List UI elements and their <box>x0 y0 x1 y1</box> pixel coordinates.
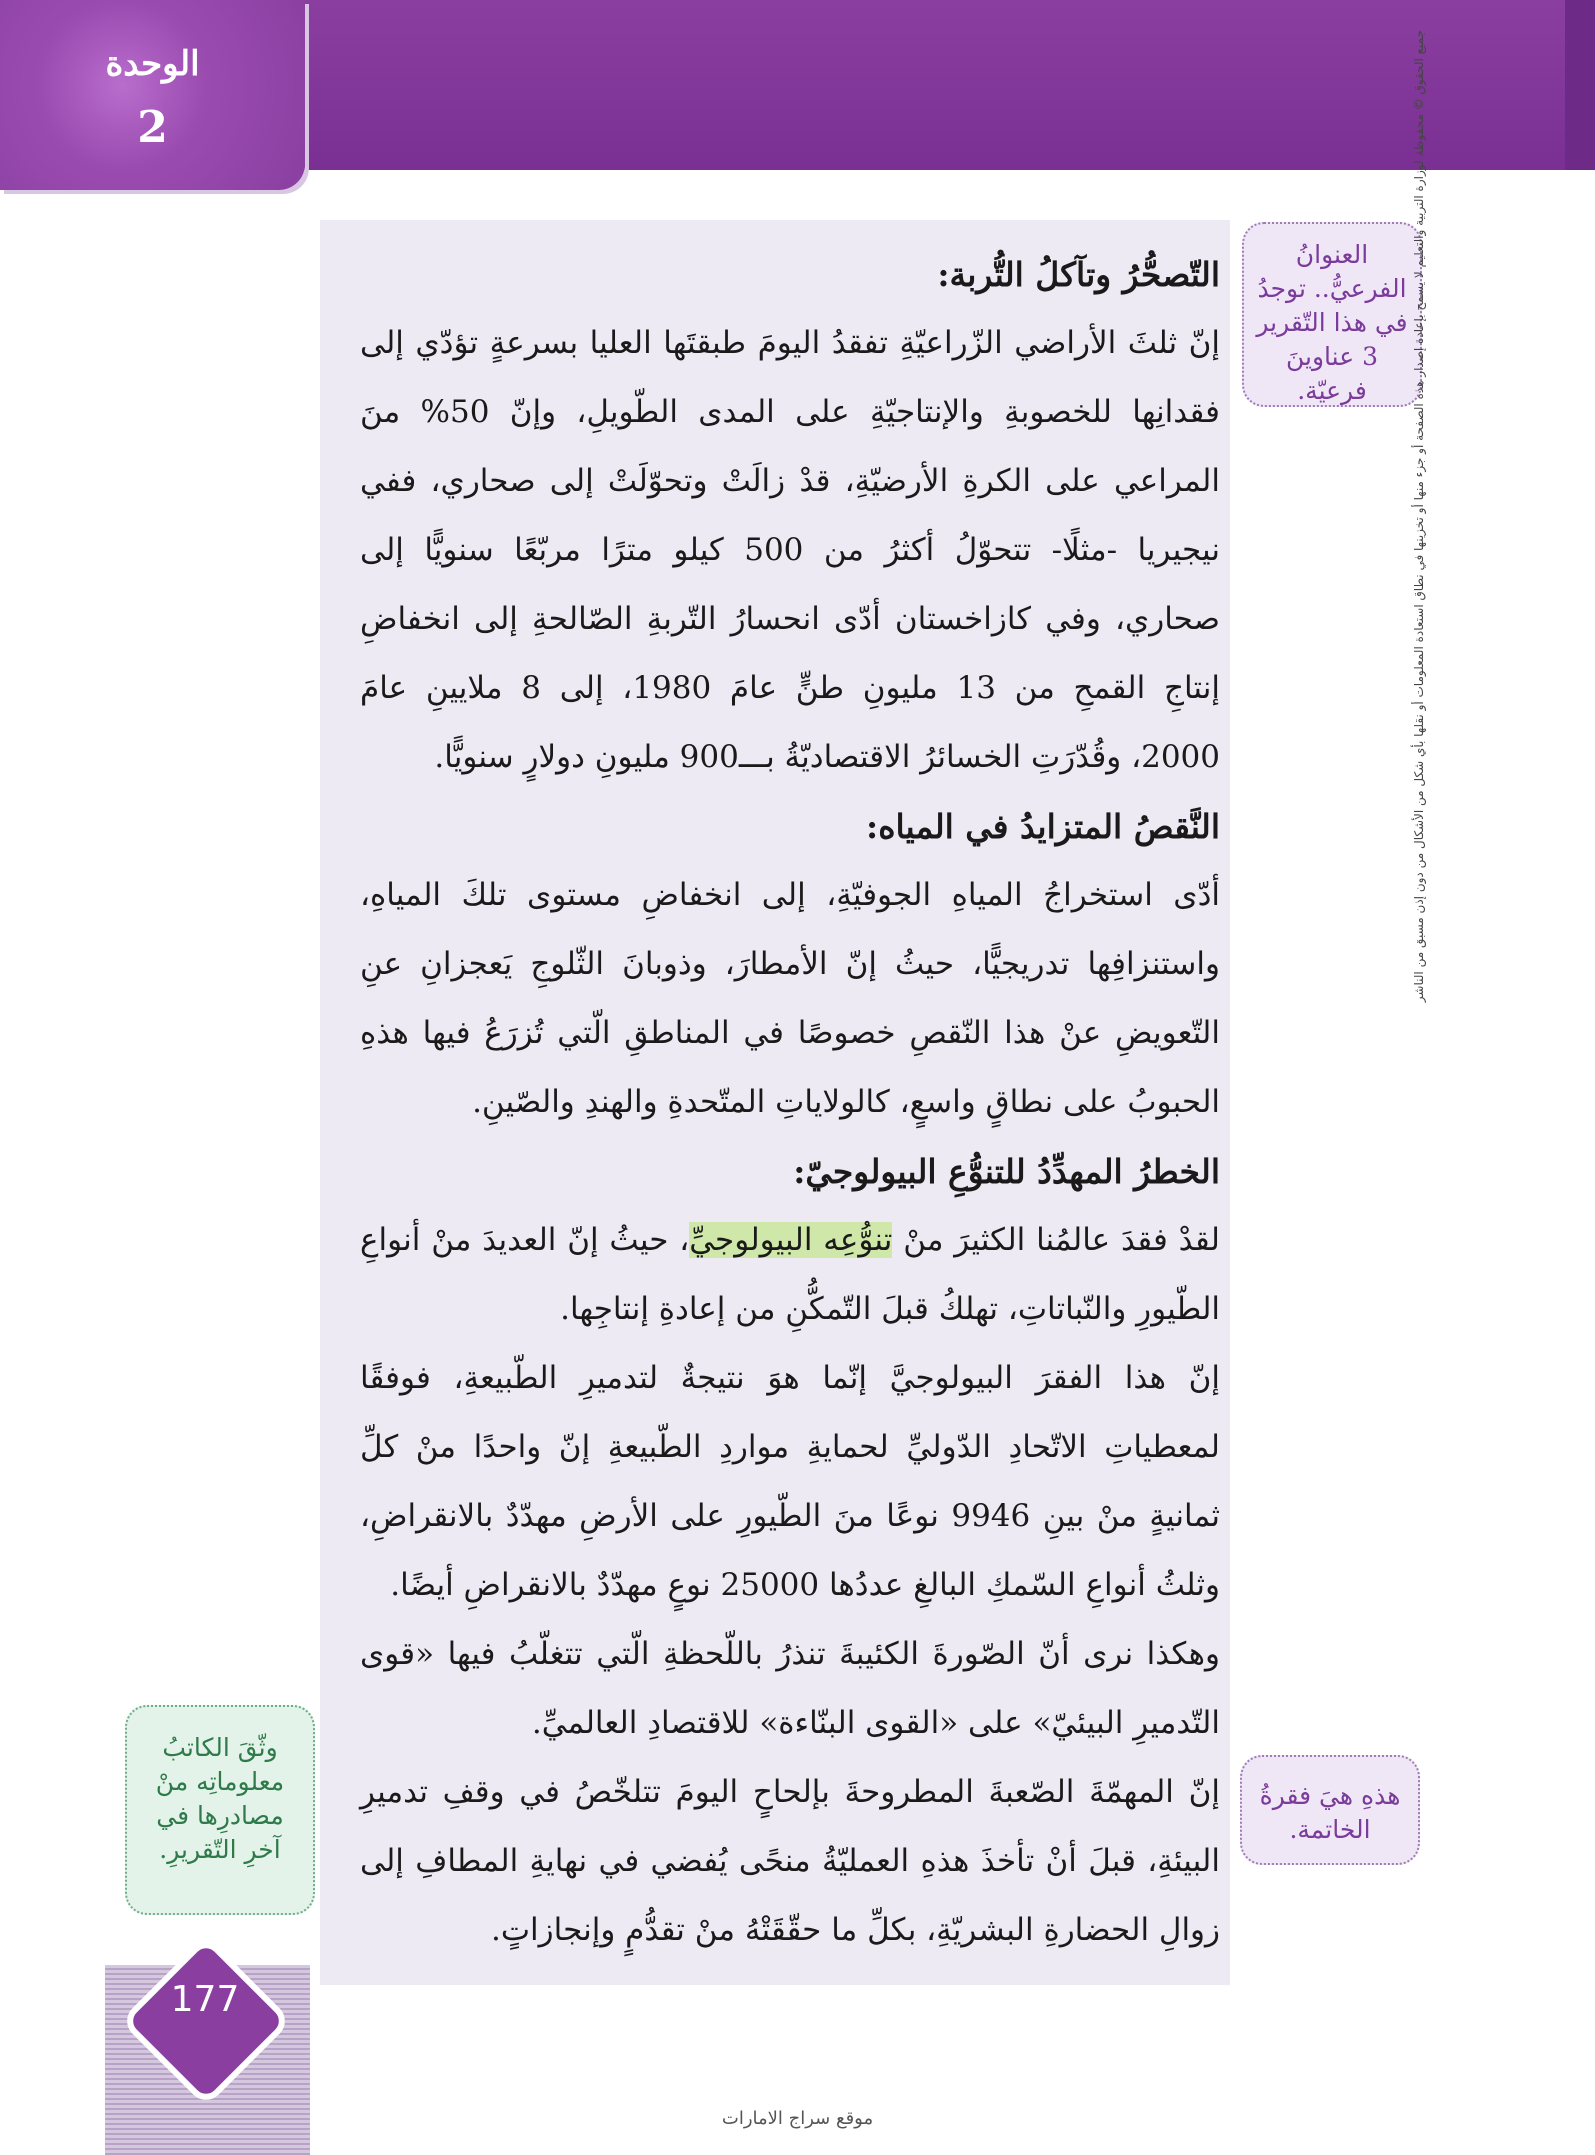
bio1-text-before: لقدْ فقدَ عالمُنا الكثيرَ منْ <box>892 1222 1220 1258</box>
paragraph-water-shortage: أدّى استخراجُ المياهِ الجوفيّةِ، إلى انخفاضِ مستوى تلكَ المياهِ، واستنزافِها تدريجيًّا، حيثُ إنّ الأمطارَ، وذوبانَ الثّلوجِ يَعجزانِ عنِ التّعويضِ عنْ هذا النّقصِ خصوصًا في المناطقِ الّتي تُزرَعُ فيها هذهِ الحبوبُ على نطاقٍ واسعٍ، كالولاياتِ المتّحدةِ والهندِ والصّينِ. <box>360 877 1220 1120</box>
report-content <box>360 240 1220 1965</box>
page-diamond <box>120 1935 293 2108</box>
note-subheadings: العنوانُ الفرعيُّ.. توجدُ في هذا التّقرير 3 عناوينَ فرعيّة. <box>1242 222 1422 407</box>
unit-label: الوحدة <box>105 44 200 84</box>
top-banner <box>300 0 1595 170</box>
footer-site-name: موقع سراج الامارات <box>721 2108 874 2129</box>
heading-desertification: التّصحُّرُ وتآكلُ التُّربة: <box>937 255 1220 294</box>
heading-water-shortage: النَّقصُ المتزايدُ في المياه: <box>866 807 1220 846</box>
bio1-text-after: ، حيثُ إنّ العديدَ منْ أنواعِ الطّيورِ والنّباتاتِ، تهلكُ قبلَ التّمكُّنِ من إعادةِ إنتاجِها. <box>360 1222 1220 1327</box>
paragraph-biodiversity-2: إنّ هذا الفقرَ البيولوجيَّ إنّما هوَ نتيجةٌ لتدميرِ الطّبيعةِ، فوفقًا لمعطياتِ الاتّحادِ الدّوليِّ لحمايةِ مواردِ الطّبيعةِ إنّ واحدًا منْ كلِّ ثمانيةٍ منْ بينِ 9946 نوعًا منَ الطّيورِ على الأرضِ مهدّدٌ بالانقراضِ، وثلثُ أنواعِ السّمكِ البالغِ عددُها 25000 نوعٍ مهدّدٌ بالانقراضِ أيضًا. <box>360 1360 1220 1603</box>
paragraph-biodiversity-1 <box>360 1206 1220 1344</box>
page-number: 177 <box>170 1979 240 2020</box>
heading-biodiversity: الخطرُ المهدِّدُ للتنوُّعِ البيولوجيّ: <box>793 1152 1220 1191</box>
note-conclusion: هذهِ هيَ فقرةُ الخاتمة. <box>1240 1755 1420 1865</box>
unit-tab <box>0 0 305 190</box>
paragraph-conclusion: إنّ المهمّةَ الصّعبةَ المطروحةَ بإلحاحٍ اليومَ تتلخّصُ في وقفِ تدميرِ البيئةِ، قبلَ أنْ تأخذَ هذهِ العمليّةُ منحًى يُفضي في نهايةِ المطافِ إلى زوالِ الحضارةِ البشريّةِ، بكلِّ ما حقّقَتْهُ منْ تقدُّمٍ وإنجازاتٍ. <box>360 1774 1220 1948</box>
paragraph-biodiversity-3: وهكذا نرى أنّ الصّورةَ الكئيبةَ تنذرُ باللّحظةِ الّتي تتغلّبُ فيها «قوى التّدميرِ البيئيّ» على «القوى البنّاءة» للاقتصادِ العالميِّ. <box>360 1636 1220 1741</box>
unit-number: 2 <box>137 102 168 153</box>
note-sources: وثّقَ الكاتبُ معلوماتِه منْ مصادرِها في آخرِ التّقريرِ. <box>125 1705 315 1915</box>
copyright-sidebar: جميع الحقوق © محفوظة لوزارة التربية والتعليم لا يسمح بإعادة إصدار هذه الصفحة أو جزء منها أو تخزينها في نطاق استعادة المعلومات أو نقلها بأي شكل من الأشكال من دون إذن مسبق من الناشر <box>1412 30 1426 1003</box>
paragraph-desertification: إنّ ثلثَ الأراضي الزّراعيّةِ تفقدُ اليومَ طبقتَها العليا بسرعةٍ تؤدّي إلى فقدانِها للخصوبةِ والإنتاجيّةِ على المدى الطّويلِ، وإنّ 50% منَ المراعي على الكرةِ الأرضيّةِ، قدْ زالَتْ وتحوّلَتْ إلى صحاري، ففي نيجيريا -مثلًا- تتحوّلُ أكثرُ من 500 كيلو مترًا مربّعًا سنويًّا إلى صحاري، وفي كازاخستان أدّى انحسارُ التّربةِ الصّالحةِ إلى انخفاضِ إنتاجِ القمحِ من 13 مليونِ طنٍّ عامَ 1980، إلى 8 ملايينِ عامَ 2000، وقُدّرَتِ الخسائرُ الاقتصاديّةُ بـــ900 مليونِ دولارٍ سنويًّا. <box>360 325 1221 775</box>
highlighted-term: تنوُّعِه البيولوجيِّ <box>689 1222 893 1258</box>
